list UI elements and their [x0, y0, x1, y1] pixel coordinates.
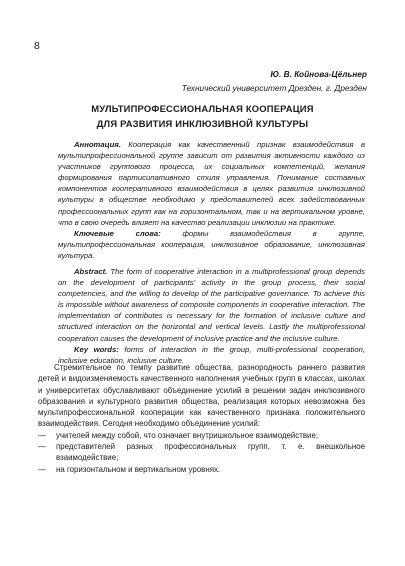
keywords-en-label: Key words:: [74, 344, 119, 354]
list-item: [38, 430, 365, 441]
keywords-ru: [58, 228, 365, 261]
keywords-ru-text: формы взаимодействия в группе, мультипрофессиональная кооперация, инклюзивное образование, инклюзивная культура.: [58, 228, 366, 260]
page-number: 8: [34, 40, 40, 52]
author-affiliation: Технический университет Дрезден, г. Дрезден: [181, 83, 367, 93]
abstract-ru-label: Аннотация.: [74, 140, 121, 149]
russian-abstract-block: [58, 139, 365, 261]
keywords-ru-label: Ключевые слова:: [74, 228, 161, 238]
abstract-ru: [58, 139, 365, 228]
list-item-text: представителей разных профессиональных групп, т. е. внешкольное взаимодействие;: [56, 442, 365, 463]
title-line-1: МУЛЬТИПРОФЕССИОНАЛЬНАЯ КООПЕРАЦИЯ: [91, 103, 314, 114]
article-title: [38, 101, 367, 131]
abstract-en-label: Abstract.: [74, 267, 108, 276]
list-item-text: учителей между собой, что означает внутришкольное взаимодействие;: [56, 430, 319, 440]
abstract-en: [58, 266, 365, 344]
keywords-en-text: forms of interaction in the group, multi-professional cooperation, inclusive education, inclusive culture.: [58, 344, 365, 365]
list-dash: —: [38, 464, 46, 474]
list-item-text: на горизонтальном и вертикальном уровнях.: [56, 464, 221, 474]
list-dash: —: [38, 442, 46, 452]
title-line-2: ДЛЯ РАЗВИТИЯ ИНКЛЮЗИВНОЙ КУЛЬТУРЫ: [96, 118, 309, 129]
list-dash: —: [38, 430, 46, 440]
main-text: [38, 362, 365, 475]
body-paragraph: Стремительное по темпу развитие общества, разнородность раннего развития детей и видоизменяемость качественного наполнения учебных групп в классах, школах и университетах обуславливают объединение усилий в решении задач инклюзивного образования и культурного развития общества, реализация которых невозможна без мультипрофессиональной кооперации как качественного признака положительного взаимодействия. Сегодня необходимо объединение усилий:: [38, 363, 365, 429]
abstract-en-text: The form of cooperative interaction in a multiprofessional group depends on the development of participants’ activity in the group process, their social competencies, and the willing to develop of the participative governance. To achieve this is impossible without awareness of composite components in cooperative interaction. The implementation of contributes is necessary for the formation of inclusive culture and structured interaction on the horizontal and vertical levels. Lastly the multiprofessional cooperation causes the development of inclusive practice and the inclusive culture.: [58, 267, 365, 343]
cooperation-list: [38, 430, 365, 475]
list-item: [38, 464, 365, 475]
list-item: [38, 441, 365, 464]
english-abstract-block: [58, 266, 365, 366]
author-name: Ю. В. Койнова-Цёльнер: [270, 69, 367, 79]
abstract-ru-text: Кооперация как качественный признак взаимодействия в мультипрофессиональной группе зависит от развития активности каждого из участников группового процесса, их социальных компетенций, желания формирования партисипативного стиля управления. Понимание составных компонентов кооперативного взаимодействия в целях развития инклюзивной культуры в обществе необходимо у представителей всех задействованных профессиональных групп как на горизонтальном, так и на вертикальном уровне, что в свою очередь влияет на качество реализации инклюзии на практике.: [58, 140, 365, 227]
